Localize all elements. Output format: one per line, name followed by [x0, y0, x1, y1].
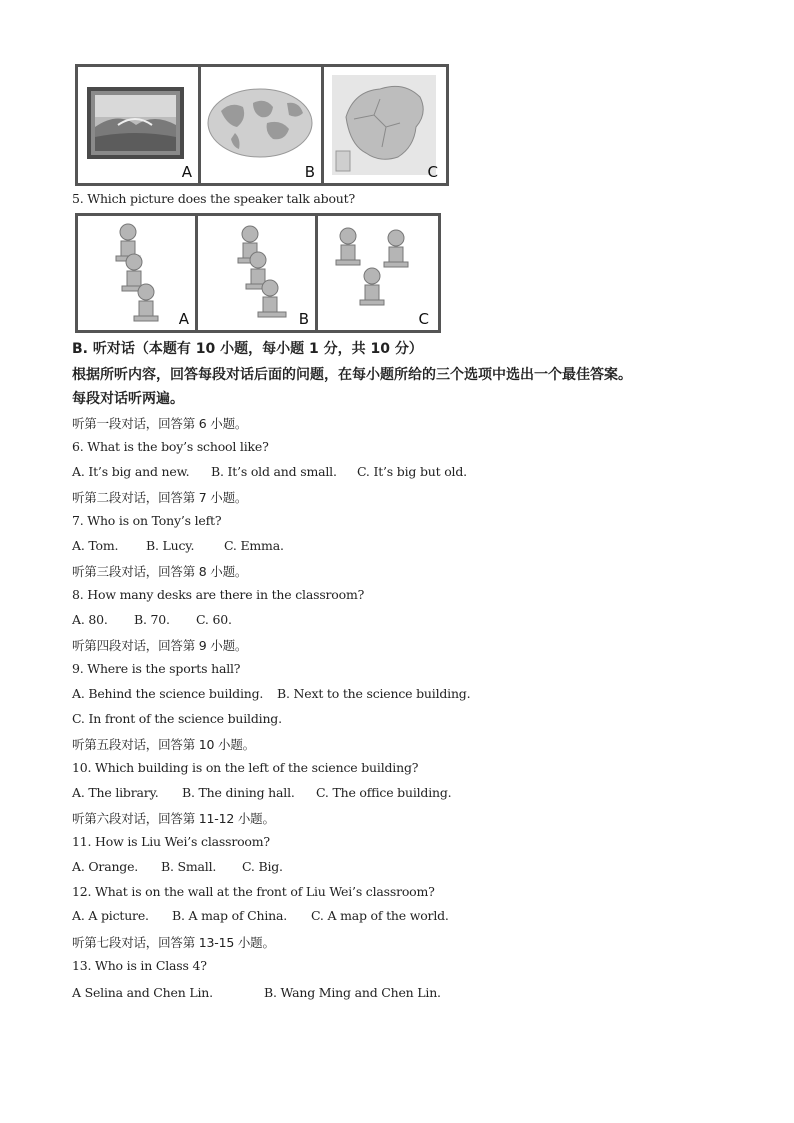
option-c: C. Emma.: [224, 538, 284, 553]
question-11-options: [72, 859, 283, 874]
question-10-options: [72, 785, 451, 800]
option-a: A. Behind the science building.: [72, 686, 264, 701]
question-9-option-c: C. In front of the science building.: [72, 711, 282, 726]
framed-landscape-picture: [78, 67, 198, 183]
seated-students-picture: [78, 216, 195, 330]
dialogue-3-note: 听第三段对话，回答第 8 小题。: [72, 564, 248, 579]
picture-option-c: [318, 216, 435, 330]
option-a: A. A picture.: [72, 908, 149, 923]
question-6: 6. What is the boy’s school like?: [72, 439, 269, 454]
option-b: B. Next to the science building.: [277, 686, 471, 701]
dialogue-5-note: 听第五段对话，回答第 10 小题。: [72, 737, 255, 752]
dialogue-2-note: 听第二段对话，回答第 7 小题。: [72, 490, 248, 505]
question-5: 5. Which picture does the speaker talk about?: [72, 191, 355, 206]
option-c: C. 60.: [196, 612, 232, 627]
seated-students-picture: [318, 216, 435, 330]
question-8-options: [72, 612, 232, 627]
option-c: C. Big.: [242, 859, 283, 874]
option-b: B. Small.: [161, 859, 217, 874]
option-c: C. It’s big but old.: [357, 464, 467, 479]
seated-students-picture: [198, 216, 315, 330]
picture-option-b: [198, 216, 318, 330]
question-7-options: [72, 538, 284, 553]
option-label: B: [304, 163, 315, 181]
option-a: A. Tom.: [72, 538, 119, 553]
option-label: B: [298, 310, 309, 328]
option-label: C: [427, 163, 438, 181]
question-8: 8. How many desks are there in the classroom?: [72, 587, 365, 602]
question-7: 7. Who is on Tony’s left?: [72, 513, 222, 528]
instructions-line-2: 每段对话听两遍。: [72, 391, 184, 407]
option-label: A: [178, 310, 189, 328]
question-9-options: [72, 686, 470, 701]
section-b-title: B. 听对话（本题有 10 小题，每小题 1 分，共 10 分）: [72, 341, 423, 357]
question-12: 12. What is on the wall at the front of Liu Wei’s classroom?: [72, 884, 435, 899]
option-a: A. It’s big and new.: [72, 464, 190, 479]
question-13: 13. Who is in Class 4?: [72, 958, 207, 973]
option-b: B. 70.: [134, 612, 170, 627]
option-b: B. Wang Ming and Chen Lin.: [264, 985, 441, 1000]
option-b: B. A map of China.: [172, 908, 288, 923]
picture-options-q5: [75, 213, 441, 333]
dialogue-4-note: 听第四段对话，回答第 9 小题。: [72, 638, 248, 653]
instructions-line-1: 根据所听内容，回答每段对话后面的问题，在每小题所给的三个选项中选出一个最佳答案。: [72, 367, 632, 383]
question-11: 11. How is Liu Wei’s classroom?: [72, 834, 270, 849]
world-map-picture: [201, 67, 321, 183]
option-a: A. 80.: [72, 612, 108, 627]
picture-option-b: [201, 67, 324, 183]
question-13-options: [72, 985, 441, 1000]
picture-option-a: [78, 216, 198, 330]
dialogue-7-note: 听第七段对话，回答第 13-15 小题。: [72, 935, 275, 950]
question-10: 10. Which building is on the left of the science building?: [72, 760, 419, 775]
picture-options-q4: [75, 64, 449, 186]
option-b: B. Lucy.: [146, 538, 195, 553]
question-6-options: [72, 464, 467, 479]
picture-option-c: [324, 67, 444, 183]
china-map-picture: [324, 67, 444, 183]
dialogue-6-note: 听第六段对话，回答第 11-12 小题。: [72, 811, 275, 826]
picture-option-a: [78, 67, 201, 183]
option-label: A: [181, 163, 192, 181]
option-a: A. Orange.: [72, 859, 139, 874]
option-label: C: [418, 310, 429, 328]
option-c: C. A map of the world.: [311, 908, 449, 923]
question-9: 9. Where is the sports hall?: [72, 661, 241, 676]
option-b: B. It’s old and small.: [211, 464, 337, 479]
option-b: B. The dining hall.: [182, 785, 295, 800]
option-a: A Selina and Chen Lin.: [72, 985, 213, 1000]
option-c: C. The office building.: [316, 785, 452, 800]
option-a: A. The library.: [72, 785, 159, 800]
dialogue-1-note: 听第一段对话，回答第 6 小题。: [72, 416, 248, 431]
question-12-options: [72, 908, 449, 923]
